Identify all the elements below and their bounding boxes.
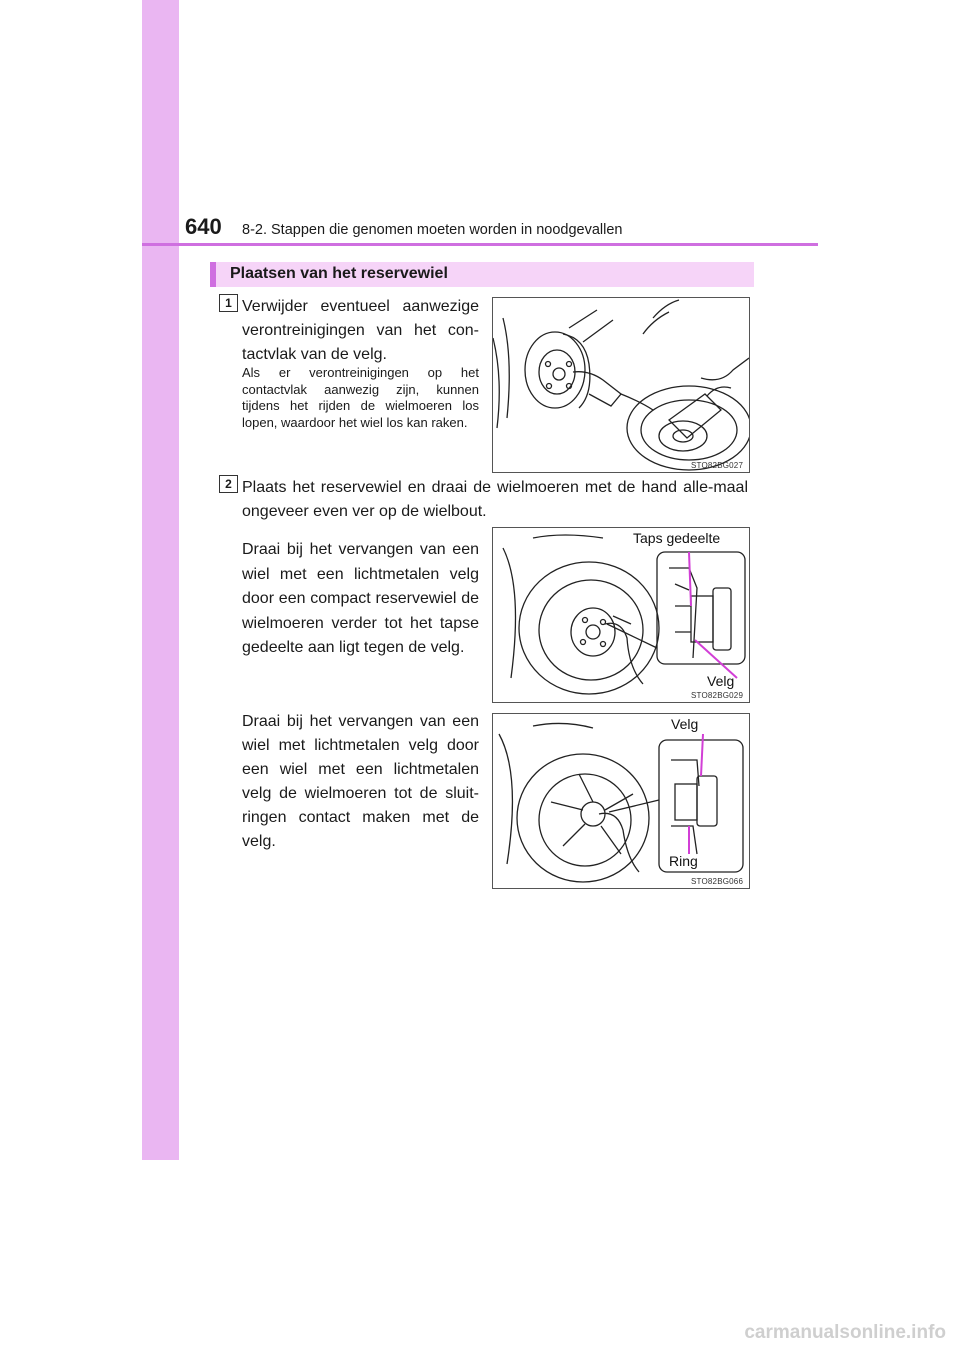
section-header [210,262,754,287]
header-divider [142,243,818,246]
taper-label: Taps gedeelte [633,530,721,546]
step-number-2: 2 [219,475,238,493]
figure-code: STO82BG027 [691,461,744,470]
chapter-title: 8-2. Stappen die genomen moeten worden in noodgevallen [242,222,623,238]
figure-clean-hub [492,297,750,473]
step-2a-text: Draai bij het vervangen van een wiel met een lichtmetalen velg door een compact reservewiel de wielmoeren verder tot het tapse gedeelte aan ligt tegen de velg. [242,541,479,656]
page-number: 640 [185,214,222,239]
rim-label: Velg [707,673,735,689]
section-title: Plaatsen van het reservewiel [230,265,448,282]
step-1-text: Verwijder eventueel aanwezige verontreinigingen van het con-tactvlak van de velg. [242,298,479,363]
watermark: carmanualsonline.info [744,1322,946,1343]
washer-label: Ring [669,853,698,869]
figure-tapered-nut [492,527,750,703]
washer-nut-illustration [493,714,749,888]
step-2-text: Plaats het reservewiel en draai de wielmoeren met de hand alle-maal ongeveer even ver op de wielbout. [242,479,748,520]
clean-hub-illustration [493,298,749,472]
step-number-1: 1 [219,294,238,312]
rim-label: Velg [671,716,699,732]
figure-code: STO82BG029 [691,691,744,700]
figure-washer-nut [492,713,750,889]
figure-code: STO82BG066 [691,877,744,886]
chapter-side-band [142,0,179,1160]
step-2b-text: Draai bij het vervangen van een wiel met lichtmetalen velg door een wiel met een lichtmetalen velg de wielmoeren tot de sluit-ringen contact maken met de velg. [242,713,479,850]
step-1-note: Als er verontreinigingen op het contactvlak aanwezig zijn, kunnen tijdens het rijden de wielmoeren los lopen, waardoor het wiel los kan raken. [242,365,479,430]
